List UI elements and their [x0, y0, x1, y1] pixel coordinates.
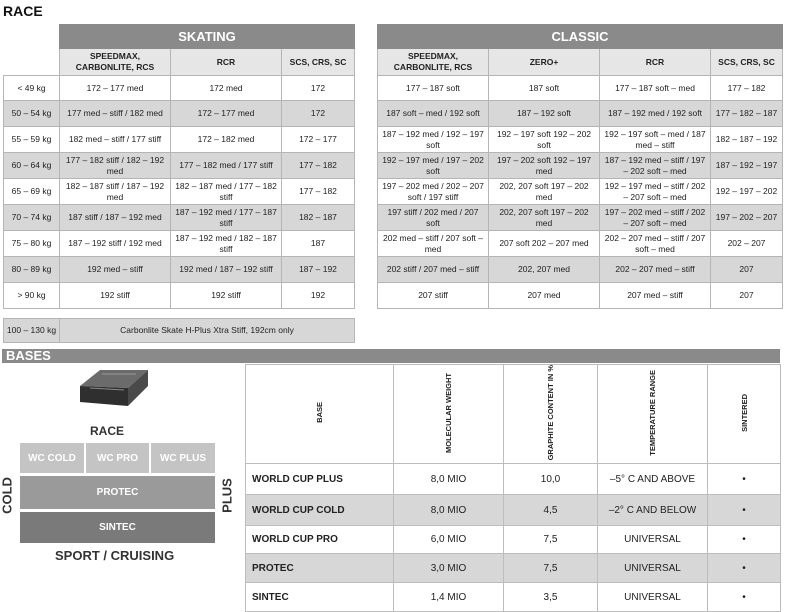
skating-row — [4, 231, 355, 257]
skating-cell: 177 – 182 — [282, 153, 355, 179]
classic-cell: 197 stiff / 202 med / 207 soft — [378, 205, 489, 231]
ski-base-illustration — [70, 366, 152, 422]
skating-cell: 192 med / 187 – 192 stiff — [171, 257, 282, 283]
classic-cell: 202, 207 med — [489, 257, 600, 283]
sintered-mark: • — [708, 464, 781, 495]
skating-col-speedmax: SPEEDMAX, CARBONLITE, RCS — [60, 49, 171, 76]
classic-cell: 192 – 197 soft 192 – 202 soft — [489, 127, 600, 153]
skating-cell: 192 stiff — [60, 283, 171, 309]
classic-row — [378, 257, 783, 283]
bases-col-base: BASE — [246, 365, 394, 464]
skating-cell: 192 stiff — [171, 283, 282, 309]
sintered-mark: • — [708, 583, 781, 612]
classic-cell: 202 stiff / 207 med – stiff — [378, 257, 489, 283]
classic-cell: 187 – 192 med / 192 – 197 soft — [378, 127, 489, 153]
classic-cell: 202 – 207 med – stiff — [600, 257, 711, 283]
weight-cell: > 90 kg — [4, 283, 60, 309]
bases-row — [246, 495, 781, 526]
skating-cell: 192 — [282, 283, 355, 309]
skating-row — [4, 127, 355, 153]
skating-cell: 187 — [282, 231, 355, 257]
skating-cell: 177 – 182 med / 177 stiff — [171, 153, 282, 179]
bases-title: BASES — [6, 348, 51, 363]
diagram-sport-label: SPORT / CRUISING — [55, 548, 175, 563]
temperature-range: UNIVERSAL — [598, 583, 708, 612]
weight-cell: < 49 kg — [4, 76, 60, 101]
classic-cell: 207 med – stiff — [600, 283, 711, 309]
skating-cell: 187 – 192 med / 182 – 187 stiff — [171, 231, 282, 257]
bases-col-sintered: SINTERED — [708, 365, 781, 464]
classic-cell: 202, 207 soft 197 – 202 med — [489, 205, 600, 231]
skating-cell: 187 – 192 stiff / 192 med — [60, 231, 171, 257]
bases-header-bar — [2, 349, 780, 363]
graphite-content: 7,5 — [504, 526, 598, 554]
skating-row — [4, 179, 355, 205]
classic-row — [378, 76, 783, 101]
classic-cell: 197 – 202 med / 202 – 207 soft / 197 stiff — [378, 179, 489, 205]
skating-header: SKATING — [60, 25, 355, 49]
skating-cell: 172 – 177 med — [171, 101, 282, 127]
extra-row-table — [3, 318, 355, 343]
weight-cell: 80 – 89 kg — [4, 257, 60, 283]
classic-row — [378, 127, 783, 153]
skating-cell: 182 – 187 — [282, 205, 355, 231]
classic-col-zero: ZERO+ — [489, 49, 600, 76]
diagram-race-label: RACE — [90, 424, 125, 438]
skating-cell: 172 — [282, 76, 355, 101]
classic-cell: 177 – 182 — [711, 76, 783, 101]
classic-cell: 197 – 202 med – stiff / 202 – 207 soft – med — [600, 205, 711, 231]
skating-col-rcr: RCR — [171, 49, 282, 76]
classic-cell: 177 – 187 soft — [378, 76, 489, 101]
bases-row — [246, 583, 781, 612]
skating-row — [4, 283, 355, 309]
skating-row — [4, 205, 355, 231]
wc-pro-box: WC PRO — [86, 443, 149, 473]
base-name: WORLD CUP COLD — [246, 495, 394, 526]
classic-cell: 177 – 182 – 187 — [711, 101, 783, 127]
skating-cell: 182 – 187 med / 177 – 182 stiff — [171, 179, 282, 205]
classic-cell: 192 – 197 soft – med / 187 med – stiff — [600, 127, 711, 153]
bases-col-graphite: GRAPHITE CONTENT IN % — [504, 365, 598, 464]
classic-cell: 207 soft 202 – 207 med — [489, 231, 600, 257]
classic-cell: 187 – 192 soft — [489, 101, 600, 127]
skating-cell: 172 – 177 — [282, 127, 355, 153]
sintered-mark: • — [708, 495, 781, 526]
classic-cell: 177 – 187 soft – med — [600, 76, 711, 101]
skating-cell: 182 – 187 stiff / 187 – 192 med — [60, 179, 171, 205]
skating-cell: 172 – 177 med — [60, 76, 171, 101]
skating-cell: 172 – 182 med — [171, 127, 282, 153]
diagram-cold-label: COLD — [0, 477, 15, 514]
classic-cell: 187 – 192 – 197 — [711, 153, 783, 179]
classic-row — [378, 179, 783, 205]
classic-cell: 187 – 192 med / 192 soft — [600, 101, 711, 127]
classic-cell: 192 – 197 med – stiff / 202 – 207 soft – med — [600, 179, 711, 205]
classic-cell: 202 – 207 med – stiff / 207 soft – med — [600, 231, 711, 257]
classic-col-rcr: RCR — [600, 49, 711, 76]
classic-cell: 207 med — [489, 283, 600, 309]
graphite-content: 10,0 — [504, 464, 598, 495]
skating-cell: 177 – 182 stiff / 182 – 192 med — [60, 153, 171, 179]
weight-cell: 70 – 74 kg — [4, 205, 60, 231]
skating-col-scs: SCS, CRS, SC — [282, 49, 355, 76]
skating-cell: 187 stiff / 187 – 192 med — [60, 205, 171, 231]
base-name: PROTEC — [246, 554, 394, 583]
classic-cell: 202, 207 soft 197 – 202 med — [489, 179, 600, 205]
sintec-box: SINTEC — [20, 512, 215, 543]
bases-row — [246, 526, 781, 554]
classic-row — [378, 101, 783, 127]
classic-cell: 197 – 202 soft 192 – 197 med — [489, 153, 600, 179]
skating-cell: 177 – 182 — [282, 179, 355, 205]
protec-box: PROTEC — [20, 476, 215, 509]
classic-cell: 207 stiff — [378, 283, 489, 309]
molecular-weight: 8,0 MIO — [394, 495, 504, 526]
temperature-range: UNIVERSAL — [598, 554, 708, 583]
bases-col-temperature: TEMPERATURE RANGE — [598, 365, 708, 464]
skating-row — [4, 101, 355, 127]
classic-cell: 207 — [711, 257, 783, 283]
classic-col-speedmax: SPEEDMAX, CARBONLITE, RCS — [378, 49, 489, 76]
graphite-content: 7,5 — [504, 554, 598, 583]
skating-cell: 192 med – stiff — [60, 257, 171, 283]
extra-note: Carbonlite Skate H-Plus Xtra Stiff, 192cm only — [60, 319, 355, 343]
classic-cell: 187 soft — [489, 76, 600, 101]
classic-cell: 192 – 197 – 202 — [711, 179, 783, 205]
classic-size-table — [377, 24, 783, 309]
bases-table — [245, 364, 781, 612]
base-name: WORLD CUP PLUS — [246, 464, 394, 495]
classic-cell: 192 – 197 med / 197 – 202 soft — [378, 153, 489, 179]
classic-row — [378, 205, 783, 231]
graphite-content: 3,5 — [504, 583, 598, 612]
base-name: SINTEC — [246, 583, 394, 612]
weight-cell: 65 – 69 kg — [4, 179, 60, 205]
classic-cell: 202 – 207 — [711, 231, 783, 257]
skating-cell: 172 — [282, 101, 355, 127]
molecular-weight: 1,4 MIO — [394, 583, 504, 612]
diagram-plus-label: PLUS — [219, 478, 235, 513]
classic-cell: 202 med – stiff / 207 soft – med — [378, 231, 489, 257]
weight-cell: 55 – 59 kg — [4, 127, 60, 153]
graphite-content: 4,5 — [504, 495, 598, 526]
classic-cell: 187 – 192 med – stiff / 197 – 202 soft – med — [600, 153, 711, 179]
weight-cell: 60 – 64 kg — [4, 153, 60, 179]
classic-cell: 207 — [711, 283, 783, 309]
classic-cell: 197 – 202 – 207 — [711, 205, 783, 231]
skating-row — [4, 153, 355, 179]
skating-row — [4, 257, 355, 283]
sintered-mark: • — [708, 526, 781, 554]
temperature-range: UNIVERSAL — [598, 526, 708, 554]
extra-weight: 100 – 130 kg — [4, 319, 60, 343]
classic-row — [378, 153, 783, 179]
classic-cell: 182 – 187 – 192 — [711, 127, 783, 153]
bases-row — [246, 554, 781, 583]
classic-col-scs: SCS, CRS, SC — [711, 49, 783, 76]
sintered-mark: • — [708, 554, 781, 583]
temperature-range: –2° C AND BELOW — [598, 495, 708, 526]
skating-size-table — [3, 24, 355, 309]
skating-cell: 182 med – stiff / 177 stiff — [60, 127, 171, 153]
classic-cell: 187 soft – med / 192 soft — [378, 101, 489, 127]
skating-cell: 187 – 192 med / 177 – 187 stiff — [171, 205, 282, 231]
wc-plus-box: WC PLUS — [151, 443, 215, 473]
wc-cold-box: WC COLD — [20, 443, 84, 473]
temperature-range: –5° C AND ABOVE — [598, 464, 708, 495]
skating-cell: 172 med — [171, 76, 282, 101]
skating-row — [4, 76, 355, 101]
skating-cell: 187 – 192 — [282, 257, 355, 283]
bases-row — [246, 464, 781, 495]
weight-cell: 50 – 54 kg — [4, 101, 60, 127]
weight-cell: 75 – 80 kg — [4, 231, 60, 257]
bases-col-molecular: MOLECULAR WEIGHT — [394, 365, 504, 464]
molecular-weight: 6,0 MIO — [394, 526, 504, 554]
molecular-weight: 3,0 MIO — [394, 554, 504, 583]
classic-row — [378, 283, 783, 309]
classic-row — [378, 231, 783, 257]
base-name: WORLD CUP PRO — [246, 526, 394, 554]
molecular-weight: 8,0 MIO — [394, 464, 504, 495]
classic-header: CLASSIC — [378, 25, 783, 49]
skating-cell: 177 med – stiff / 182 med — [60, 101, 171, 127]
race-title: RACE — [3, 3, 43, 19]
